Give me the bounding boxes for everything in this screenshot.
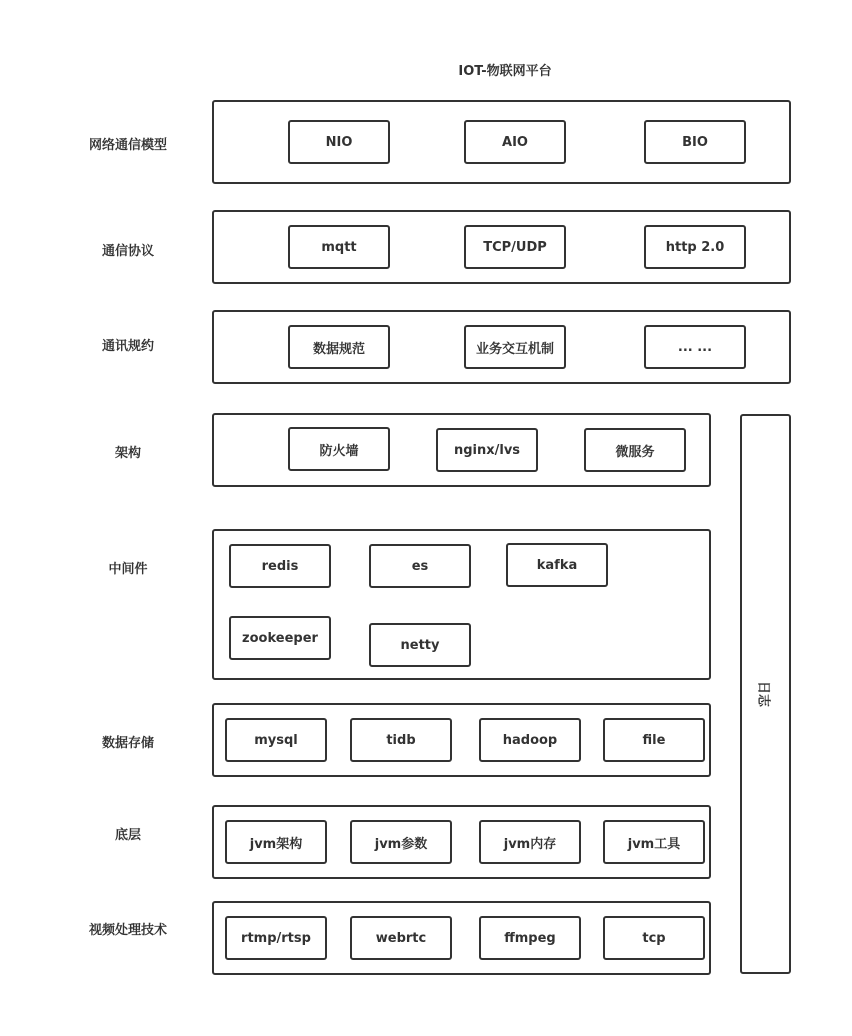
box-webrtc: webrtc [350, 916, 452, 960]
box-nginx-lvs: nginx/lvs [436, 428, 538, 472]
box-http2: http 2.0 [644, 225, 746, 269]
box-ffmpeg: ffmpeg [479, 916, 581, 960]
box-hadoop: hadoop [479, 718, 581, 762]
box-nio: NIO [288, 120, 390, 164]
box-jvm-architecture: jvm架构 [225, 820, 327, 864]
box-tcp-udp: TCP/UDP [464, 225, 566, 269]
box-business-interaction: 业务交互机制 [464, 325, 566, 369]
box-jvm-params: jvm参数 [350, 820, 452, 864]
layer-label-architecture: 架构 [114, 446, 141, 461]
box-jvm-memory: jvm内存 [479, 820, 581, 864]
box-aio: AIO [464, 120, 566, 164]
box-microservice: 微服务 [584, 428, 686, 472]
box-mysql: mysql [225, 718, 327, 762]
box-bio: BIO [644, 120, 746, 164]
diagram-title: IOT-物联网平台 [458, 64, 552, 79]
box-ellipsis: ... ... [644, 325, 746, 369]
box-tidb: tidb [350, 718, 452, 762]
box-rtmp-rtsp: rtmp/rtsp [225, 916, 327, 960]
box-es: es [369, 544, 471, 588]
log-label: 日志 [755, 680, 771, 708]
layer-label-base: 底层 [114, 828, 141, 843]
box-netty: netty [369, 623, 471, 667]
layer-label-convention: 通讯规约 [101, 339, 154, 354]
layer-label-middleware: 中间件 [108, 562, 148, 577]
box-mqtt: mqtt [288, 225, 390, 269]
box-firewall: 防火墙 [288, 427, 390, 471]
box-redis: redis [229, 544, 331, 588]
box-kafka: kafka [506, 543, 608, 587]
box-data-spec: 数据规范 [288, 325, 390, 369]
layer-label-storage: 数据存储 [101, 736, 154, 751]
box-file: file [603, 718, 705, 762]
box-tcp: tcp [603, 916, 705, 960]
layer-label-protocol: 通信协议 [101, 244, 154, 259]
box-jvm-tools: jvm工具 [603, 820, 705, 864]
layer-label-video: 视频处理技术 [88, 923, 167, 938]
box-zookeeper: zookeeper [229, 616, 331, 660]
layer-label-network-model: 网络通信模型 [88, 138, 167, 153]
